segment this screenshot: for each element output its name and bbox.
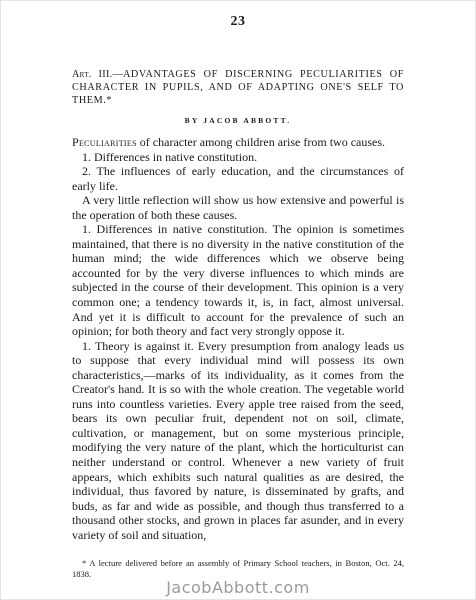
paragraph: 2. The influences of early education, and the circumstances of early life. [72,164,404,193]
paragraph: 1. Differences in native constitution. The opinion is sometimes maintained, that there is no diversity in the native constitution of the human mind; the wide differences which we observe being accounted for by the very diverse influences to which minds are subjected in the course of their development. This opinion is a very common one; a tendency towards it, is, in fact, almost universal. And yet it is difficult to account for the prevalence of such an opinion; for both theory and fact very strongly oppose it. [72,222,404,339]
paragraph [72,135,404,150]
author-byline: BY JACOB ABBOTT. [184,116,292,125]
article-body [72,135,404,542]
paragraph: 1. Differences in native constitution. [82,149,258,164]
page-number: 23 [230,14,246,29]
footnote: * A lecture delivered before an assembly of Primary School teachers, in Boston, Oct. 24, 1838. [72,558,404,579]
article-title-text: ADVANTAGES OF DISCERNING PECULIARITIES OF CHARACTER IN PUPILS, AND OF ADAPTING ONE'S SELF TO THEM.* [72,69,404,106]
lead-word: Peculiarities [72,135,137,149]
site-watermark: JacobAbbott.com [166,578,310,597]
paragraph-text: of character among children arise from two causes. [136,135,386,149]
paragraph: 1. Theory is against it. Every presumption from analogy leads us to suppose that every individual mind will possess its own characteristics,—marks of its individuality, as it comes from the Creator's hand. It is so with the whole creation. The vegetable world runs into countless varieties. Every apple tree raised from the seed, bears its own peculiar fruit, dependent not on soil, climate, cultivation, or management, but on some mysterious principle, modifying the very nature of the plant, which the horticulturist can neither understand or control. Whenever a new variety of fruit appears, which exhibits such natural qualities as are desired, the individual, thus favored by nature, is disseminated by grafts, and buds, as far and wide as possible, and though thus transferred to a thousand other stocks, and grown in places far asunder, and in every variety of soil and situation, [72,338,404,542]
article-title [72,68,404,107]
article-number: Art. III.— [72,69,123,80]
paragraph: A very little reflection will show us how extensive and powerful is the operation of both these causes. [72,193,404,222]
